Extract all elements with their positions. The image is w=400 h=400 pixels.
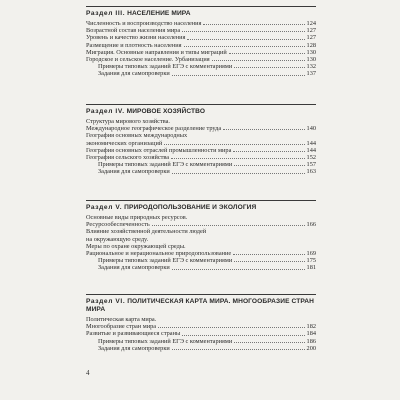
toc-entry	[86, 125, 316, 132]
toc-entry	[86, 20, 316, 27]
section-title: ПРИРОДОПОЛЬЗОВАНИЕ И ЭКОЛОГИЯ	[124, 204, 257, 211]
leader-dots	[234, 67, 304, 68]
toc-entry	[86, 56, 316, 63]
toc-entry	[86, 243, 316, 250]
toc-entry	[86, 257, 316, 264]
entry-text: Уровень и качество жизни населения	[86, 34, 186, 42]
entry-text: Влияние хозяйственной деятельности людей	[86, 228, 207, 236]
toc-entry	[86, 330, 316, 337]
toc-entry	[86, 264, 316, 271]
leader-dots	[234, 261, 304, 262]
toc-entry	[86, 63, 316, 70]
entry-page: 127	[306, 27, 316, 35]
leader-dots	[172, 173, 305, 174]
toc-entry	[86, 228, 316, 235]
leader-dots	[234, 165, 304, 166]
entry-text: Структура мирового хозяйства.	[86, 118, 170, 125]
toc-section-5	[86, 200, 316, 272]
entry-page: 130	[306, 48, 316, 56]
leader-dots	[187, 39, 304, 40]
leader-dots	[182, 31, 304, 32]
entry-text: на окружающую среду.	[86, 235, 149, 243]
entry-page: 169	[306, 250, 316, 258]
entry-text: Численность и воспроизводство населения	[86, 20, 202, 27]
entry-page: 200	[306, 344, 316, 352]
entry-page: 163	[306, 168, 316, 176]
entry-text: Ресурсообеспеченность	[86, 221, 150, 229]
entry-page: 184	[306, 330, 316, 338]
toc-entry	[86, 323, 316, 330]
leader-dots	[172, 75, 305, 76]
entry-page: 140	[306, 125, 316, 133]
toc-entry	[86, 154, 316, 161]
toc-section-6	[86, 294, 316, 352]
entry-text: Развитые и развивающиеся страны	[86, 330, 181, 338]
entry-text: Рациональное и нерациональное природопользование	[86, 250, 232, 258]
entry-text: Городское и сельское население. Урбанизация	[86, 56, 210, 64]
toc-entry	[86, 316, 316, 323]
leader-dots	[164, 144, 304, 145]
toc-section-4	[86, 104, 316, 176]
leader-dots	[172, 269, 305, 270]
toc-entry	[86, 161, 316, 168]
toc-entry	[86, 345, 316, 352]
entry-page: 186	[306, 337, 316, 345]
toc-entry	[86, 168, 316, 175]
entry-text: География основных отраслей промышленности мира	[86, 146, 232, 154]
toc-entry	[86, 236, 316, 243]
entry-page: 130	[306, 56, 316, 64]
entry-text: Возрастной состав населения мира	[86, 27, 181, 35]
toc-entry	[86, 34, 316, 41]
toc-entry	[86, 49, 316, 56]
entry-text: Задания для самопроверки	[98, 70, 170, 78]
entry-page: 175	[306, 257, 316, 265]
toc-entry	[86, 214, 316, 221]
leader-dots	[234, 342, 304, 343]
entry-text: экономических организаций	[86, 139, 163, 147]
entry-page: 152	[306, 154, 316, 162]
section-title: НАСЕЛЕНИЕ МИРА	[127, 10, 191, 17]
entry-page: 144	[306, 139, 316, 147]
toc-entry	[86, 338, 316, 345]
entry-text: Политическая карта мира.	[86, 316, 157, 323]
toc-entry	[86, 42, 316, 49]
entry-text: Примеры типовых заданий ЕГЭ с комментариями	[98, 257, 233, 265]
entry-page: 166	[306, 221, 316, 229]
toc-entry	[86, 221, 316, 228]
toc-entry	[86, 140, 316, 147]
entry-page: 128	[306, 41, 316, 49]
leader-dots	[229, 53, 305, 54]
entry-text: Международное географическое разделение труда	[86, 125, 222, 133]
toc-entry	[86, 250, 316, 257]
entry-text: Примеры типовых заданий ЕГЭ с комментариями	[98, 161, 233, 169]
section-heading	[86, 10, 316, 18]
toc-entry	[86, 132, 316, 139]
entry-text: География сельского хозяйства	[86, 154, 170, 162]
leader-dots	[172, 349, 305, 350]
leader-dots	[171, 158, 304, 159]
section-label: Раздел III.	[86, 10, 126, 17]
entry-page: 137	[306, 70, 316, 78]
entry-text: Многообразие стран мира	[86, 323, 157, 331]
page-number: 4	[86, 369, 90, 377]
section-label: Раздел IV.	[86, 108, 125, 115]
entry-text: Задания для самопроверки	[98, 264, 170, 272]
leader-dots	[233, 254, 304, 255]
section-label: Раздел VI.	[86, 298, 126, 305]
entry-page: 181	[306, 264, 316, 272]
entry-text: Задания для самопроверки	[98, 344, 170, 352]
section-label: Раздел V.	[86, 204, 123, 211]
entry-text: Примеры типовых заданий ЕГЭ с комментариями	[98, 63, 233, 71]
section-heading	[86, 298, 316, 314]
entry-page: 157	[306, 161, 316, 169]
entry-text: Миграция. Основные направления и типы миграций	[86, 48, 227, 56]
leader-dots	[203, 24, 304, 25]
leader-dots	[158, 327, 305, 328]
entry-page: 132	[306, 63, 316, 71]
leader-dots	[223, 129, 304, 130]
entry-page: 124	[306, 20, 316, 27]
leader-dots	[233, 151, 304, 152]
leader-dots	[182, 335, 304, 336]
toc-entry	[86, 70, 316, 77]
entry-text: Примеры типовых заданий ЕГЭ с комментариями	[98, 337, 233, 345]
section-heading	[86, 204, 316, 212]
toc-section-3	[86, 6, 316, 78]
entry-page: 127	[306, 34, 316, 42]
entry-text: Размещение и плотность населения	[86, 41, 182, 49]
toc-entry	[86, 27, 316, 34]
entry-page: 182	[306, 323, 316, 331]
entry-text: Основные виды природных ресурсов.	[86, 214, 188, 221]
toc-entry	[86, 118, 316, 125]
entry-text: Задания для самопроверки	[98, 168, 170, 176]
entry-text: География основных международных	[86, 132, 188, 140]
leader-dots	[184, 46, 305, 47]
entry-text: Меры по охране окружающей среды.	[86, 242, 186, 250]
section-title: МИРОВОЕ ХОЗЯЙСТВО	[126, 108, 206, 115]
leader-dots	[212, 60, 305, 61]
entry-page: 144	[306, 146, 316, 154]
leader-dots	[152, 225, 305, 226]
section-heading	[86, 108, 316, 116]
toc-entry	[86, 147, 316, 154]
section-title: ПОЛИТИЧЕСКАЯ КАРТА МИРА. МНОГООБРАЗИЕ СТРАН МИРА	[86, 298, 314, 313]
